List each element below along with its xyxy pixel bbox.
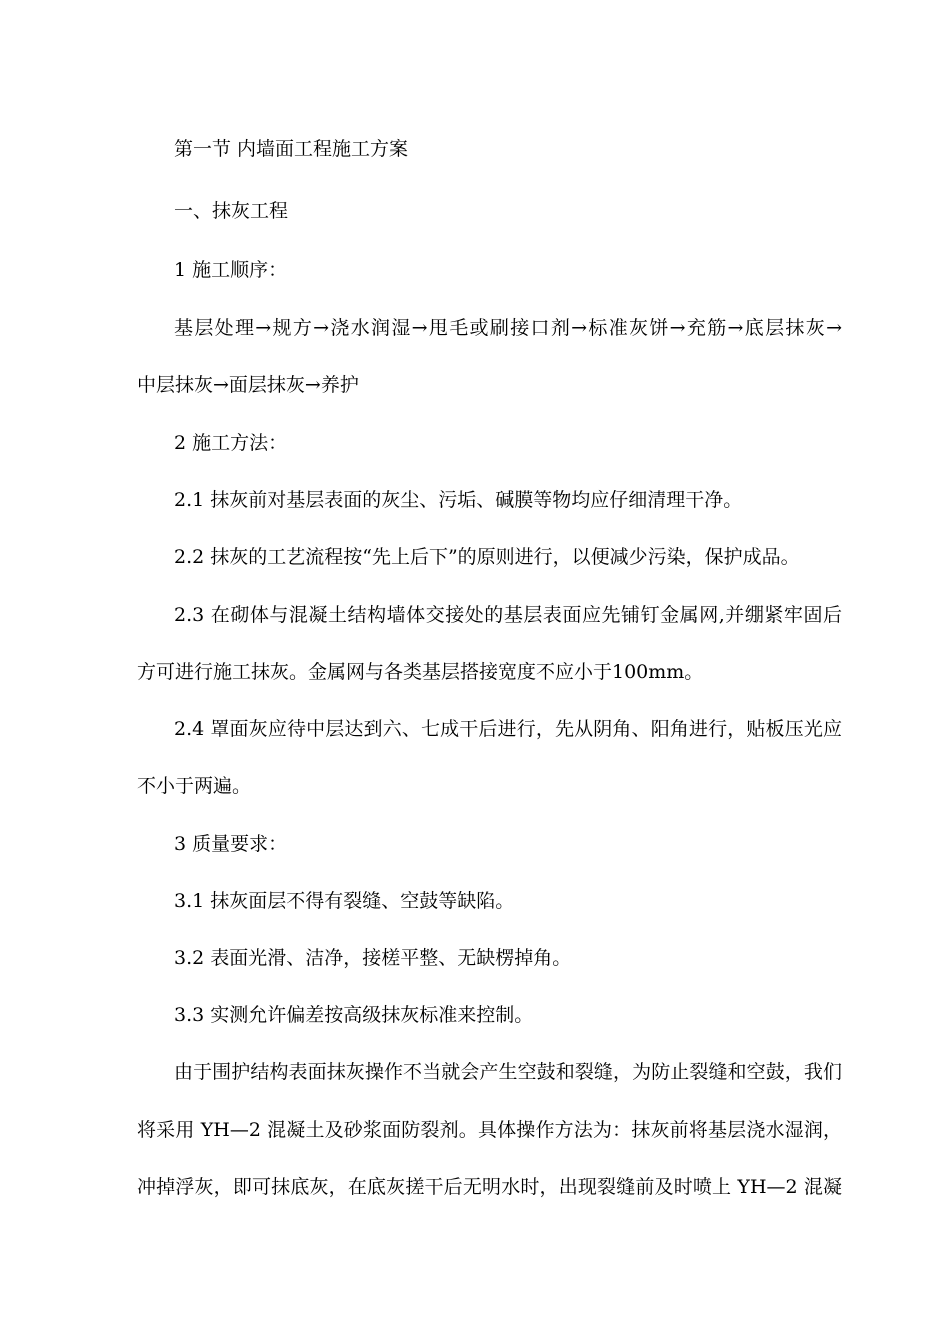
paragraph-line2: 将采用 YH—2 混凝土及砂浆面防裂剂。具体操作方法为：抹灰前将基层浇水湿润， [137, 1119, 842, 1141]
paragraph-line1: 由于围护结构表面抹灰操作不当就会产生空鼓和裂缝，为防止裂缝和空鼓，我们 [174, 1061, 842, 1083]
item2-2-text: 2.2 抹灰的工艺流程按“先上后下”的原则进行，以便减少污染，保护成品。 [174, 546, 800, 568]
item3-1-text: 3.1 抹灰面层不得有裂缝、空鼓等缺陷。 [174, 890, 515, 912]
item3-2-text: 3.2 表面光滑、洁净，接槎平整、无缺楞掉角。 [174, 947, 572, 969]
item3-3-text: 3.3 实测允许偏差按高级抹灰标准来控制。 [174, 1004, 534, 1026]
part-heading: 一、抹灰工程 [174, 200, 289, 222]
item1-flow-line1: 基层处理→规方→浇水润湿→甩毛或刷接口剂→标准灰饼→充筋→底层抹灰→ [174, 317, 842, 339]
section-title: 第一节 内墙面工程施工方案 [174, 138, 409, 160]
item2-heading: 2 施工方法： [174, 432, 288, 454]
item2-4-line2: 不小于两遍。 [137, 775, 252, 797]
item3-heading: 3 质量要求： [174, 833, 288, 855]
item2-4-line1: 2.4 罩面灰应待中层达到六、七成干后进行，先从阴角、阳角进行，贴板压光应 [174, 718, 842, 740]
item1-heading: 1 施工顺序： [174, 259, 288, 281]
item2-3-line1: 2.3 在砌体与混凝土结构墙体交接处的基层表面应先铺钉金属网,并绷紧牢固后 [174, 604, 842, 626]
paragraph-line3: 冲掉浮灰，即可抹底灰，在底灰搓干后无明水时，出现裂缝前及时喷上 YH—2 混凝 [137, 1176, 842, 1198]
item2-1-text: 2.1 抹灰前对基层表面的灰尘、污垢、碱膜等物均应仔细清理干净。 [174, 489, 743, 511]
item2-3-line2: 方可进行施工抹灰。金属网与各类基层搭接宽度不应小于100mm。 [137, 661, 704, 683]
item1-flow-line2: 中层抹灰→面层抹灰→养护 [137, 374, 359, 396]
